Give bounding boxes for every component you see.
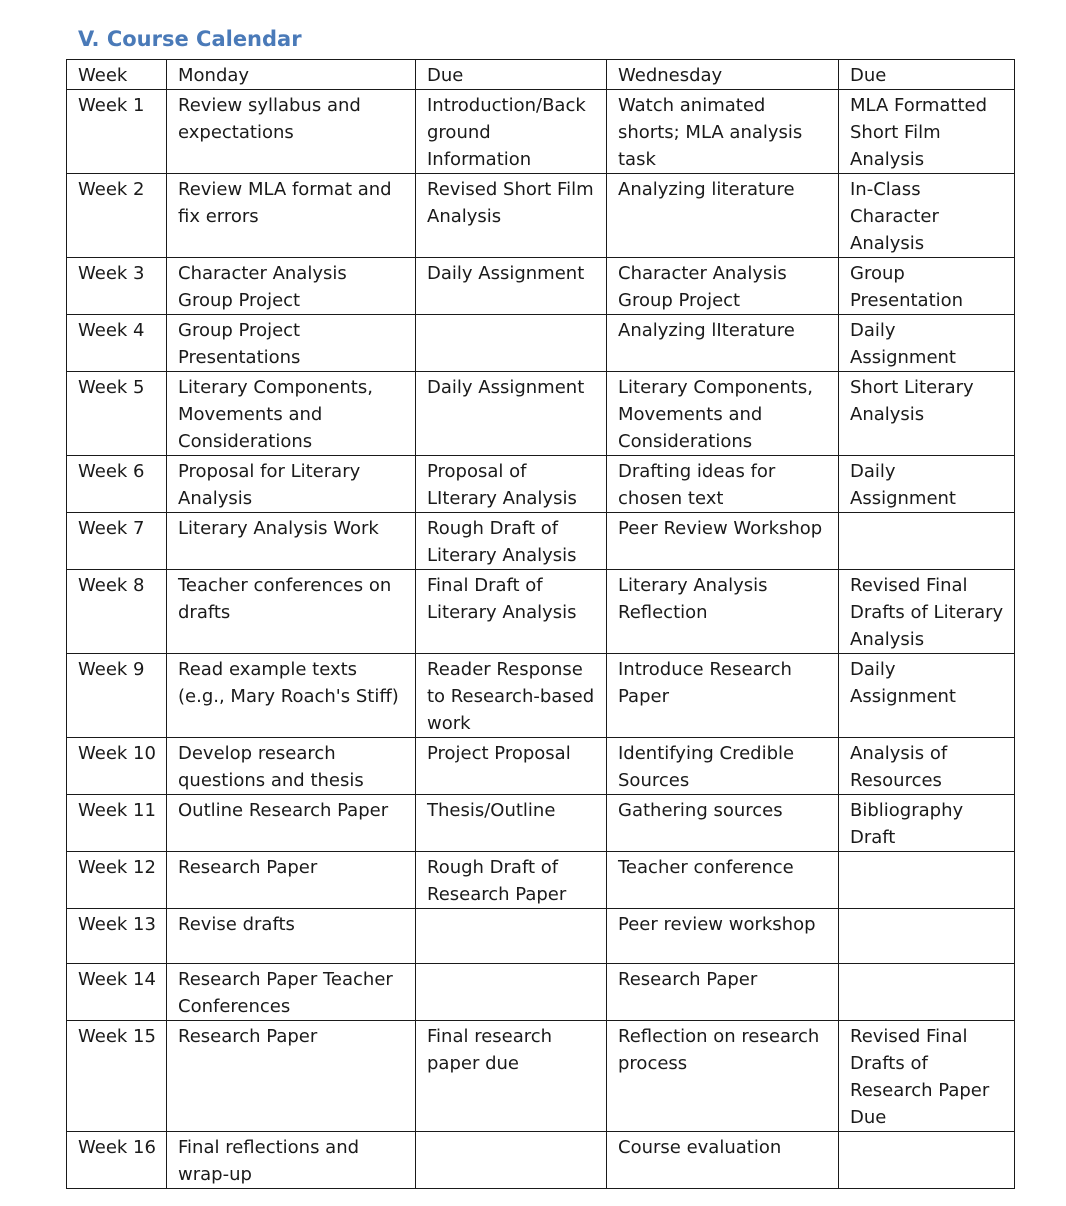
monday-cell: Research Paper Teacher Conferences xyxy=(167,964,416,1021)
table-row xyxy=(67,964,1015,1021)
table-row xyxy=(67,738,1015,795)
due-wednesday-cell xyxy=(839,852,1015,909)
due-monday-cell: Final Draft of Literary Analysis xyxy=(416,570,607,654)
due-wednesday-cell: Analysis of Resources xyxy=(839,738,1015,795)
table-row xyxy=(67,1021,1015,1132)
due-monday-cell xyxy=(416,1132,607,1189)
header-week: Week xyxy=(67,60,167,90)
due-monday-cell: Daily Assignment xyxy=(416,372,607,456)
due-monday-cell: Project Proposal xyxy=(416,738,607,795)
due-monday-cell: Revised Short Film Analysis xyxy=(416,174,607,258)
header-row xyxy=(67,60,1015,90)
table-row xyxy=(67,315,1015,372)
wednesday-cell: Literary Components, Movements and Considerations xyxy=(607,372,839,456)
week-cell: Week 6 xyxy=(67,456,167,513)
due-monday-cell xyxy=(416,964,607,1021)
monday-cell: Proposal for Literary Analysis xyxy=(167,456,416,513)
wednesday-cell: Literary Analysis Reflection xyxy=(607,570,839,654)
table-row xyxy=(67,174,1015,258)
table-row xyxy=(67,909,1015,964)
due-monday-cell: Daily Assignment xyxy=(416,258,607,315)
table-row xyxy=(67,372,1015,456)
wednesday-cell: Introduce Research Paper xyxy=(607,654,839,738)
due-monday-cell: Proposal of LIterary Analysis xyxy=(416,456,607,513)
monday-cell: Outline Research Paper xyxy=(167,795,416,852)
week-cell: Week 13 xyxy=(67,909,167,964)
monday-cell: Teacher conferences on drafts xyxy=(167,570,416,654)
due-wednesday-cell: MLA Formatted Short Film Analysis xyxy=(839,90,1015,174)
monday-cell: Literary Analysis Work xyxy=(167,513,416,570)
due-wednesday-cell xyxy=(839,964,1015,1021)
table-row xyxy=(67,513,1015,570)
week-cell: Week 14 xyxy=(67,964,167,1021)
table-row xyxy=(67,654,1015,738)
wednesday-cell: Analyzing lIterature xyxy=(607,315,839,372)
due-wednesday-cell xyxy=(839,513,1015,570)
monday-cell: Literary Components, Movements and Considerations xyxy=(167,372,416,456)
table-row xyxy=(67,570,1015,654)
monday-cell: Review syllabus and expectations xyxy=(167,90,416,174)
wednesday-cell: Research Paper xyxy=(607,964,839,1021)
wednesday-cell: Gathering sources xyxy=(607,795,839,852)
monday-cell: Develop research questions and thesis xyxy=(167,738,416,795)
due-monday-cell: Rough Draft of Literary Analysis xyxy=(416,513,607,570)
due-wednesday-cell: Revised Final Drafts of Literary Analysis xyxy=(839,570,1015,654)
due-wednesday-cell: Daily Assignment xyxy=(839,654,1015,738)
week-cell: Week 12 xyxy=(67,852,167,909)
wednesday-cell: Drafting ideas for chosen text xyxy=(607,456,839,513)
table-row xyxy=(67,456,1015,513)
table-row xyxy=(67,852,1015,909)
week-cell: Week 11 xyxy=(67,795,167,852)
monday-cell: Research Paper xyxy=(167,1021,416,1132)
week-cell: Week 7 xyxy=(67,513,167,570)
monday-cell: Group Project Presentations xyxy=(167,315,416,372)
due-wednesday-cell: Daily Assignment xyxy=(839,315,1015,372)
due-wednesday-cell xyxy=(839,909,1015,964)
monday-cell: Character Analysis Group Project xyxy=(167,258,416,315)
wednesday-cell: Character Analysis Group Project xyxy=(607,258,839,315)
section-heading: V. Course Calendar xyxy=(78,27,302,51)
due-monday-cell: Final research paper due xyxy=(416,1021,607,1132)
due-monday-cell: Thesis/Outline xyxy=(416,795,607,852)
week-cell: Week 2 xyxy=(67,174,167,258)
wednesday-cell: Reflection on research process xyxy=(607,1021,839,1132)
week-cell: Week 9 xyxy=(67,654,167,738)
due-wednesday-cell: Bibliography Draft xyxy=(839,795,1015,852)
wednesday-cell: Peer Review Workshop xyxy=(607,513,839,570)
due-wednesday-cell: Daily Assignment xyxy=(839,456,1015,513)
wednesday-cell: Identifying Credible Sources xyxy=(607,738,839,795)
header-due-monday: Due xyxy=(416,60,607,90)
course-calendar-table xyxy=(66,59,1015,1189)
due-monday-cell: Rough Draft of Research Paper xyxy=(416,852,607,909)
table-row xyxy=(67,90,1015,174)
wednesday-cell: Course evaluation xyxy=(607,1132,839,1189)
week-cell: Week 5 xyxy=(67,372,167,456)
due-monday-cell xyxy=(416,315,607,372)
wednesday-cell: Peer review workshop xyxy=(607,909,839,964)
monday-cell: Research Paper xyxy=(167,852,416,909)
due-wednesday-cell: Group Presentation xyxy=(839,258,1015,315)
due-monday-cell: Reader Response to Research-based work xyxy=(416,654,607,738)
monday-cell: Read example texts (e.g., Mary Roach's Stiff) xyxy=(167,654,416,738)
monday-cell: Review MLA format and fix errors xyxy=(167,174,416,258)
week-cell: Week 8 xyxy=(67,570,167,654)
due-wednesday-cell: In-Class Character Analysis xyxy=(839,174,1015,258)
monday-cell: Revise drafts xyxy=(167,909,416,964)
week-cell: Week 4 xyxy=(67,315,167,372)
due-wednesday-cell: Short Literary Analysis xyxy=(839,372,1015,456)
week-cell: Week 1 xyxy=(67,90,167,174)
week-cell: Week 15 xyxy=(67,1021,167,1132)
monday-cell: Final reflections and wrap-up xyxy=(167,1132,416,1189)
table-row xyxy=(67,1132,1015,1189)
due-wednesday-cell xyxy=(839,1132,1015,1189)
header-due-wednesday: Due xyxy=(839,60,1015,90)
table-row xyxy=(67,795,1015,852)
week-cell: Week 16 xyxy=(67,1132,167,1189)
table-row xyxy=(67,258,1015,315)
due-monday-cell: Introduction/Back ground Information xyxy=(416,90,607,174)
wednesday-cell: Watch animated shorts; MLA analysis task xyxy=(607,90,839,174)
wednesday-cell: Analyzing literature xyxy=(607,174,839,258)
week-cell: Week 10 xyxy=(67,738,167,795)
header-monday: Monday xyxy=(167,60,416,90)
week-cell: Week 3 xyxy=(67,258,167,315)
wednesday-cell: Teacher conference xyxy=(607,852,839,909)
header-wednesday: Wednesday xyxy=(607,60,839,90)
due-wednesday-cell: Revised Final Drafts of Research Paper Due xyxy=(839,1021,1015,1132)
due-monday-cell xyxy=(416,909,607,964)
